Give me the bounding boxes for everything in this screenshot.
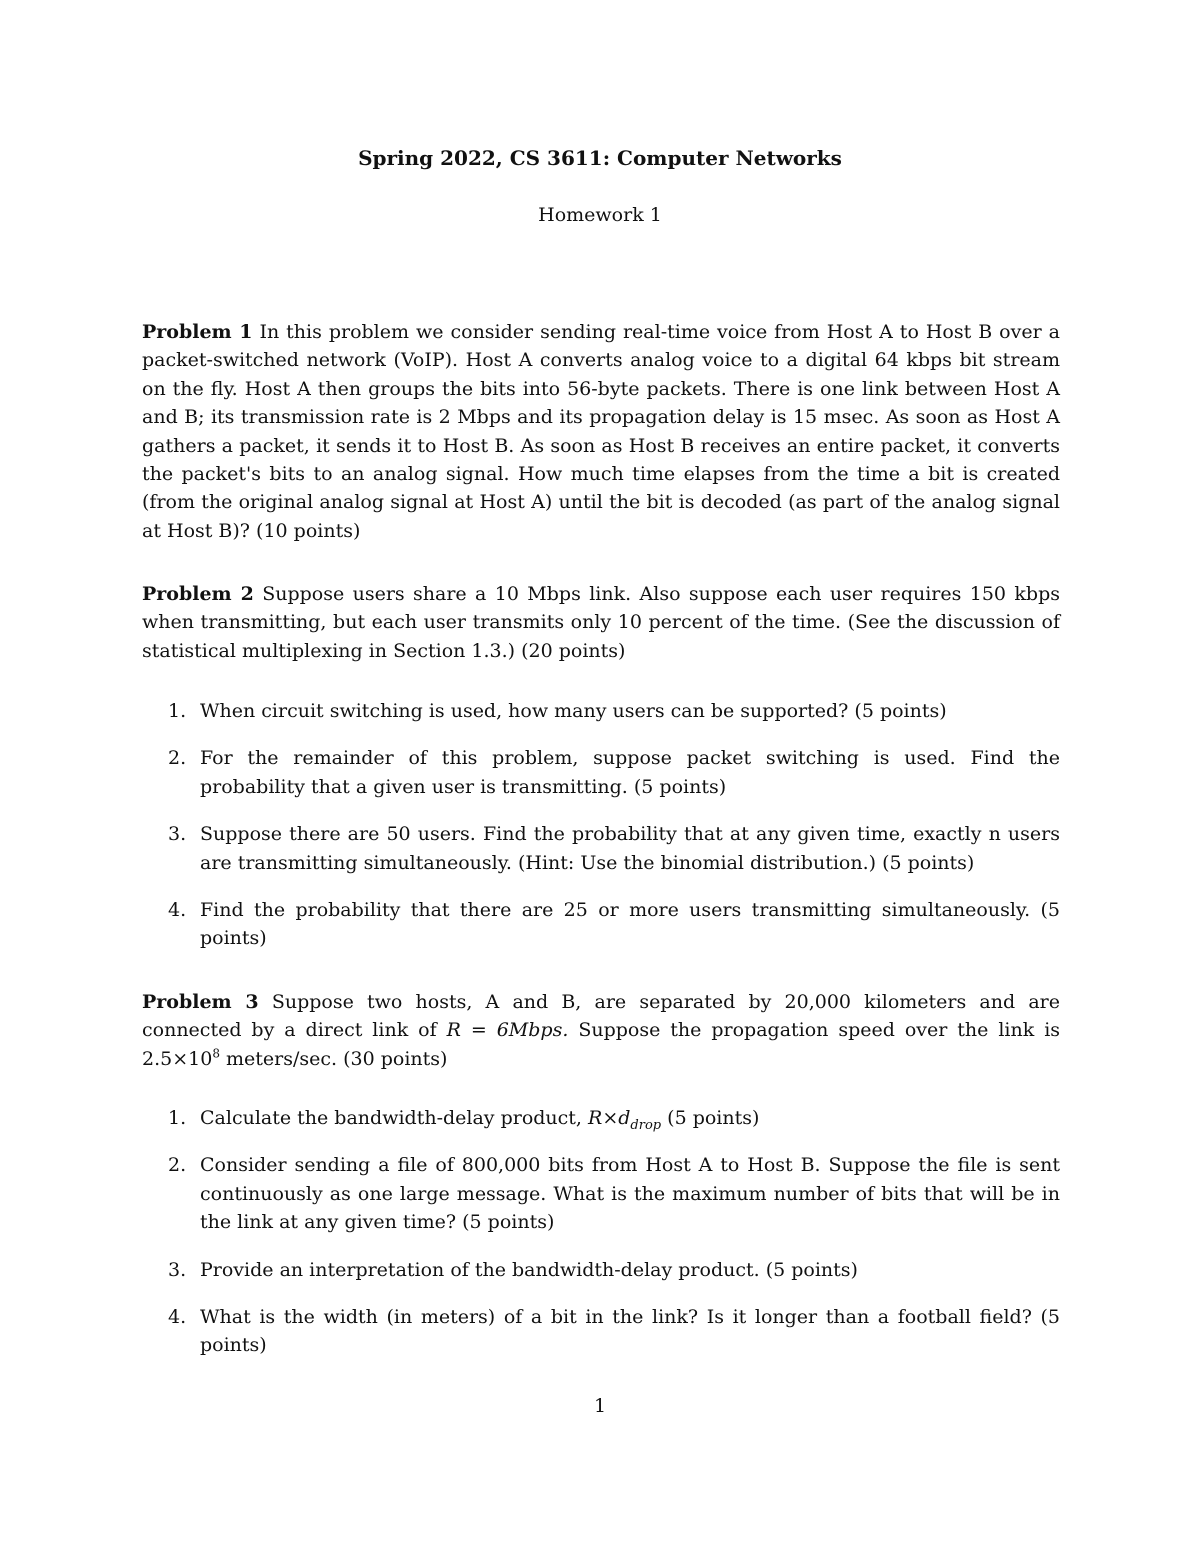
problem-3-text-b: Suppose the propagation speed over the link is 2.5×10 [142,1019,1061,1070]
math-r: R [588,1107,603,1129]
item-number: 3. [168,1258,187,1281]
item-number: 2. [168,1154,187,1177]
item-number: 1. [168,700,187,722]
problem-2-label: Problem 2 [142,583,254,605]
item-number: 3. [168,823,187,846]
item-text: Provide an interpretation of the bandwidth-delay product. (5 points) [200,1258,858,1281]
list-item [142,744,1060,801]
item-number: 2. [168,747,187,770]
problem-3-text-c: meters/sec. (30 points) [226,1047,448,1070]
item-text: Suppose there are 50 users. Find the probability that at any given time, exactly n users are transmitting simultaneously. (Hint: Use the binomial distribution.) (5 points) [200,823,1060,874]
math-rate: 6Mbps. [496,1019,569,1042]
problem-2-text: Suppose users share a 10 Mbps link. Also suppose each user requires 150 kbps when transmitting, but each user transmits only 10 percent of the time. (See the discussion of statistical multiplexing in Section 1.3.) (20 points) [142,583,1060,662]
item-text-b: (5 points) [667,1107,760,1129]
item-number: 4. [168,1306,187,1329]
document-title: Spring 2022, CS 3611: Computer Networks [358,146,842,170]
list-item [142,896,1060,953]
item-text: Consider sending a file of 800,000 bits from Host A to Host B. Suppose the file is sent continuously as one large message. What is the maximum number of bits that will be in the link at any given time? (5 points) [200,1154,1060,1234]
math-equals: = [460,1019,497,1042]
list-item [142,1151,1060,1236]
problem-1-label: Problem 1 [142,321,253,343]
item-text-a: Calculate the bandwidth-delay product, [200,1107,582,1129]
list-item [142,1303,1060,1360]
item-text: What is the width (in meters) of a bit in the link? Is it longer than a football field? (5 points) [200,1306,1060,1357]
math-times: × [602,1107,619,1129]
list-item [142,1256,1060,1284]
problem-3-text-a: Suppose two hosts, A and B, are separated by 20,000 kilometers and are connected by a direct link of [142,991,1060,1042]
problem-3-subquestions [142,1104,1060,1360]
item-text: When circuit switching is used, how many users can be supported? (5 points) [200,700,947,722]
problem-2 [142,580,1060,665]
problem-3-label: Problem 3 [142,991,259,1013]
document-subtitle: Homework 1 [538,204,662,226]
math-subscript: drop [630,1117,662,1133]
problem-1-text: In this problem we consider sending real-time voice from Host A to Host B over a packet-switched network (VoIP). Host A converts analog voice to a digital 64 kbps bit stream on the fly. Host A then groups the bits into 56-byte packets. There is one link between Host A and B; its transmission rate is 2 Mbps and its propagation delay is 15 msec. As soon as Host A gathers a packet, it sends it to Host B. As soon as Host B receives an entire packet, it converts the packet's bits to an analog signal. How much time elapses from the time a bit is created (from the original analog signal at Host A) until the bit is decoded (as part of the analog signal at Host B)? (10 points) [142,321,1060,542]
item-text: Find the probability that there are 25 or more users transmitting simultaneously. (5 points) [200,899,1060,950]
problem-2-subquestions [142,697,1060,953]
problem-1 [142,318,1060,545]
item-number: 4. [168,899,187,922]
math-r: R [446,1019,461,1042]
item-number: 1. [168,1107,187,1129]
list-item [142,697,1060,725]
list-item [142,1104,1060,1132]
exponent: 8 [212,1046,220,1061]
problem-3 [142,988,1060,1073]
page-number: 1 [593,1395,607,1417]
item-text: For the remainder of this problem, suppose packet switching is used. Find the probability that a given user is transmitting. (5 points) [200,747,1060,798]
math-d: d [618,1107,631,1129]
list-item [142,820,1060,877]
